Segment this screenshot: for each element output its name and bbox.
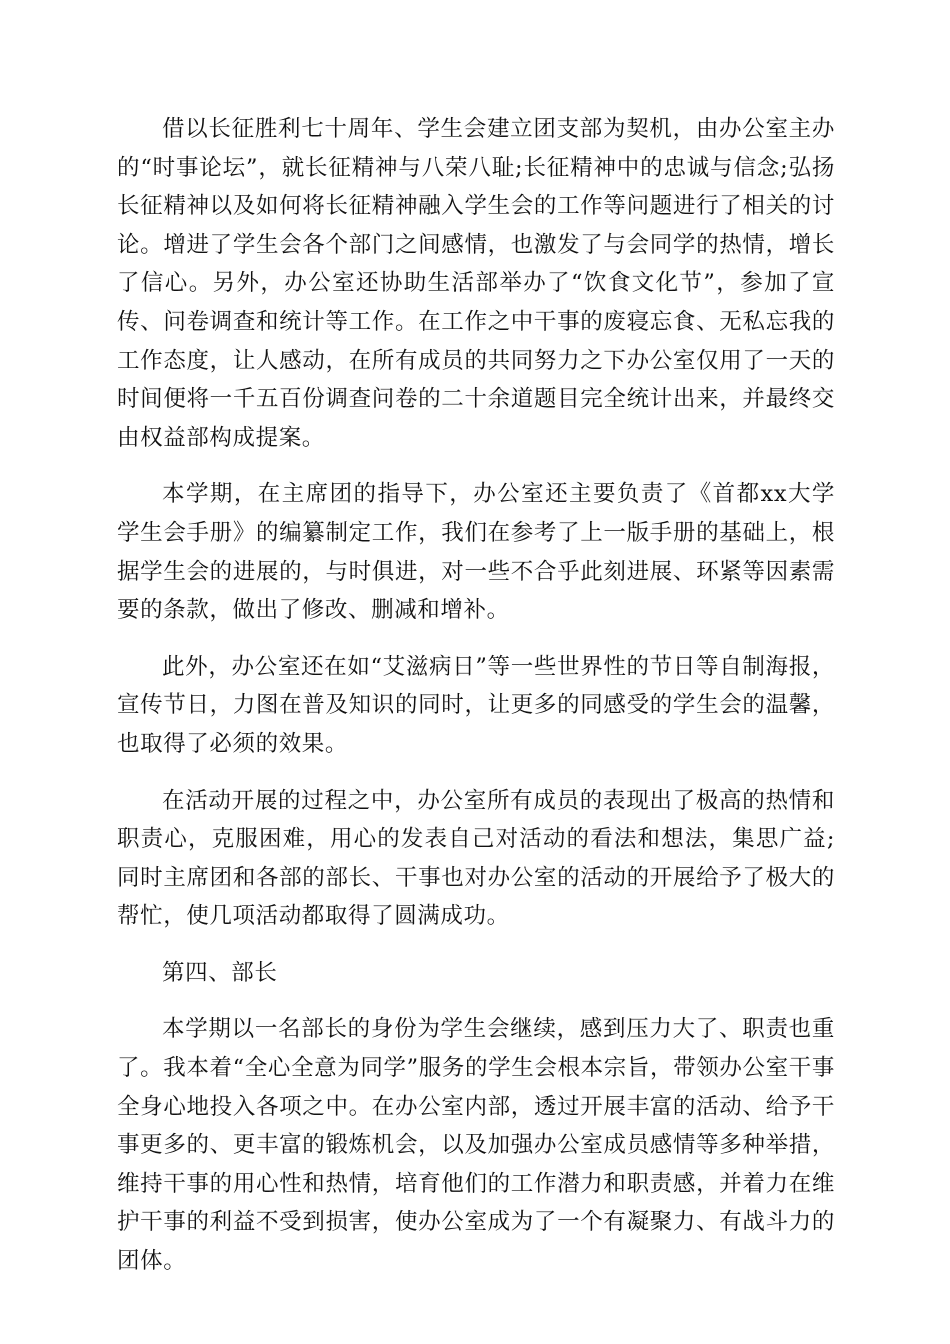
paragraph-aids-day-posters: 此外，办公室还在如“艾滋病日”等一些世界性的节日等自制海报，宣传节日，力图在普及知识的同时，让更多的同感受的学生会的温馨，也取得了必须的效果。 — [117, 653, 835, 757]
paragraph-activity-summary: 在活动开展的过程之中，办公室所有成员的表现出了极高的热情和职责心，克服困难，用心的发表自己对活动的看法和想法，集思广益;同时主席团和各部的部长、干事也对办公室的活动的开展给予了极大的帮忙，使几项活动都取得了圆满成功。 — [117, 787, 835, 930]
section-heading: 第四、部长 — [162, 959, 278, 986]
paragraph-forum-and-food-festival: 借以长征胜利七十周年、学生会建立团支部为契机，由办公室主办的“时事论坛”，就长征精神与八荣八耻;长征精神中的忠诚与信念;弘扬长征精神以及如何将长征精神融入学生会的工作等问题进行了相关的讨论。增进了学生会各个部门之间感情，也激发了与会同学的热情，增长了信心。另外，办公室还协助生活部举办了“饮食文化节”，参加了宣传、问卷调查和统计等工作。在工作之中干事的废寝忘食、无私忘我的工作态度，让人感动，在所有成员的共同努力之下办公室仅用了一天的时间便将一千五百份调查问卷的二十余道题目完全统计出来，并最终交由权益部构成提案。 — [117, 116, 835, 451]
paragraph-handbook: 本学期，在主席团的指导下，办公室还主要负责了《首都xx大学学生会手册》的编纂制定工作，我们在参考了上一版手册的基础上，根据学生会的进展的，与时俱进，对一些不合乎此刻进展、环紧等因素需要的条款，做出了修改、删减和增补。 — [117, 481, 835, 624]
document-body — [117, 110, 835, 1299]
paragraph-minister-role: 本学期以一名部长的身份为学生会继续，感到压力大了、职责也重了。我本着“全心全意为同学”服务的学生会根本宗旨，带领办公室干事全身心地投入各项之中。在办公室内部，透过开展丰富的活动、给予干事更多的、更丰富的锻炼机会，以及加强办公室成员感情等多种举措，维持干事的用心性和热情，培育他们的工作潜力和职责感，并着力在维护干事的利益不受到损害，使办公室成为了一个有凝聚力、有战斗力的团体。 — [117, 1016, 835, 1275]
